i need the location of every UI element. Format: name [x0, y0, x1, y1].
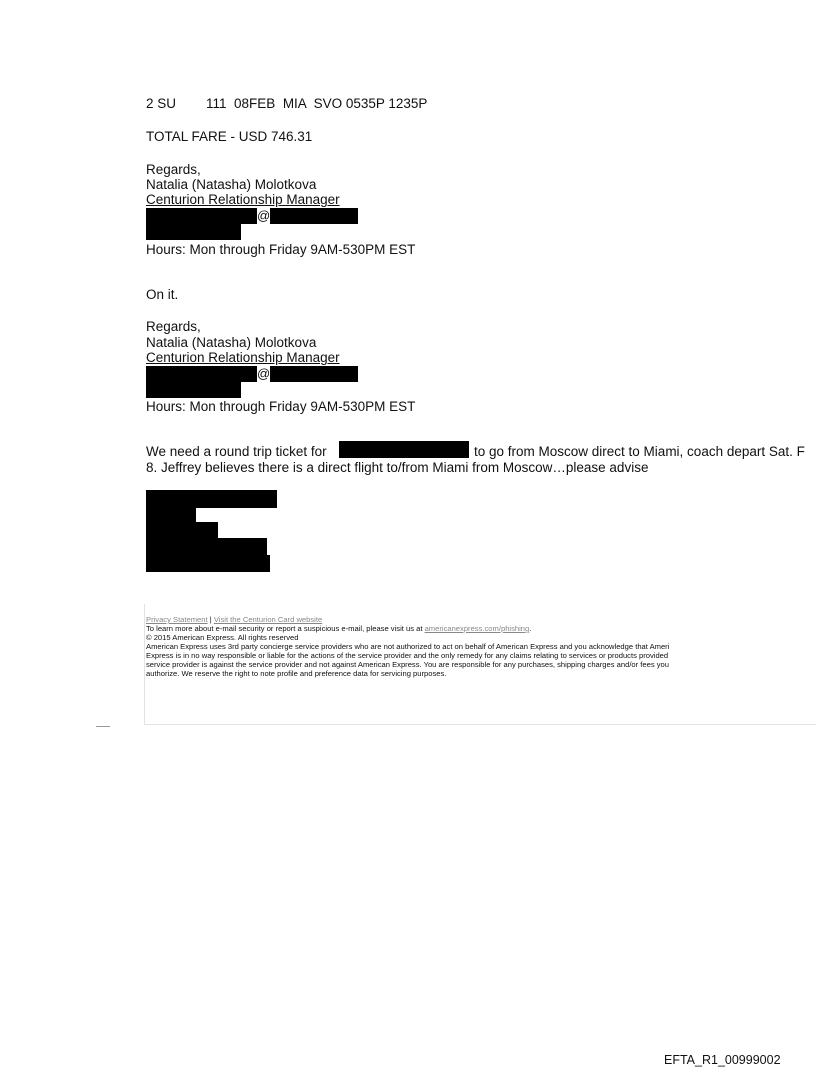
phishing-link[interactable]: americanexpress.com/phishing [424, 624, 530, 633]
footer-period: . [529, 624, 532, 633]
signature-name: Natalia (Natasha) Molotkova [146, 335, 317, 350]
document-id: EFTA_R1_00999002 [664, 1053, 781, 1067]
signature-title: Centurion Relationship Manager [146, 192, 340, 207]
footer-frame-left-border [144, 604, 145, 724]
reply-message: On it. [146, 287, 179, 302]
signature-hours: Hours: Mon through Friday 9AM-530PM EST [146, 399, 416, 414]
redaction-box [146, 508, 196, 522]
footer-links [146, 615, 322, 624]
redaction-box [270, 208, 358, 224]
flight-itinerary-line: 2 SU 111 08FEB MIA SVO 0535P 1235P [146, 96, 428, 111]
redaction-box [146, 522, 218, 538]
request-line-2: 8. Jeffrey believes there is a direct flight to/from Miami from Moscow…please advise [146, 460, 649, 475]
footer-copyright: © 2015 American Express. All rights reserved [146, 633, 299, 642]
centurion-website-link[interactable]: Visit the Centurion Card website [213, 615, 323, 624]
signature-regards: Regards, [146, 162, 201, 177]
signature-name: Natalia (Natasha) Molotkova [146, 177, 317, 192]
redaction-box [146, 224, 241, 240]
footer-disclaimer-line: authorize. We reserve the right to note profile and preference data for servicing purposes. [146, 669, 447, 678]
privacy-statement-link[interactable]: Privacy Statement [146, 615, 208, 624]
redaction-box [146, 490, 277, 508]
signature-regards: Regards, [146, 319, 201, 334]
request-line-1-suffix: to go from Moscow direct to Miami, coach depart Sat. F [474, 444, 805, 459]
redaction-box [146, 555, 270, 572]
signature-title: Centurion Relationship Manager [146, 350, 340, 365]
redaction-box [146, 538, 267, 555]
redaction-box [270, 366, 358, 382]
redaction-box [146, 208, 257, 224]
total-fare: TOTAL FARE - USD 746.31 [146, 129, 313, 144]
redaction-box [146, 382, 241, 398]
email-at-sign: @ [257, 208, 271, 223]
footer-security-text: To learn more about e-mail security or report a suspicious e-mail, please visit us at [146, 624, 423, 633]
redaction-box [146, 366, 257, 382]
footer-disclaimer-line: service provider is against the service provider and not against American Express. You are responsible for any purchases, shipping charges and/or fees you [146, 660, 669, 669]
footer-disclaimer-line: American Express uses 3rd party concierge service providers who are not authorized to act on behalf of American Express and you acknowledge that Ameri [146, 642, 670, 651]
footer-security-line [146, 624, 531, 633]
footer-link-separator: | [209, 615, 212, 624]
footer-disclaimer-line: Express is in no way responsible or liable for the actions of the service provider and the only remedy for any claims relating to services or products provided [146, 651, 669, 660]
redaction-box [339, 441, 469, 458]
signature-hours: Hours: Mon through Friday 9AM-530PM EST [146, 242, 416, 257]
email-at-sign: @ [257, 366, 271, 381]
footer-frame-bottom-border [144, 724, 816, 725]
request-line-1-prefix: We need a round trip ticket for [146, 444, 327, 459]
scan-mark [96, 726, 110, 727]
